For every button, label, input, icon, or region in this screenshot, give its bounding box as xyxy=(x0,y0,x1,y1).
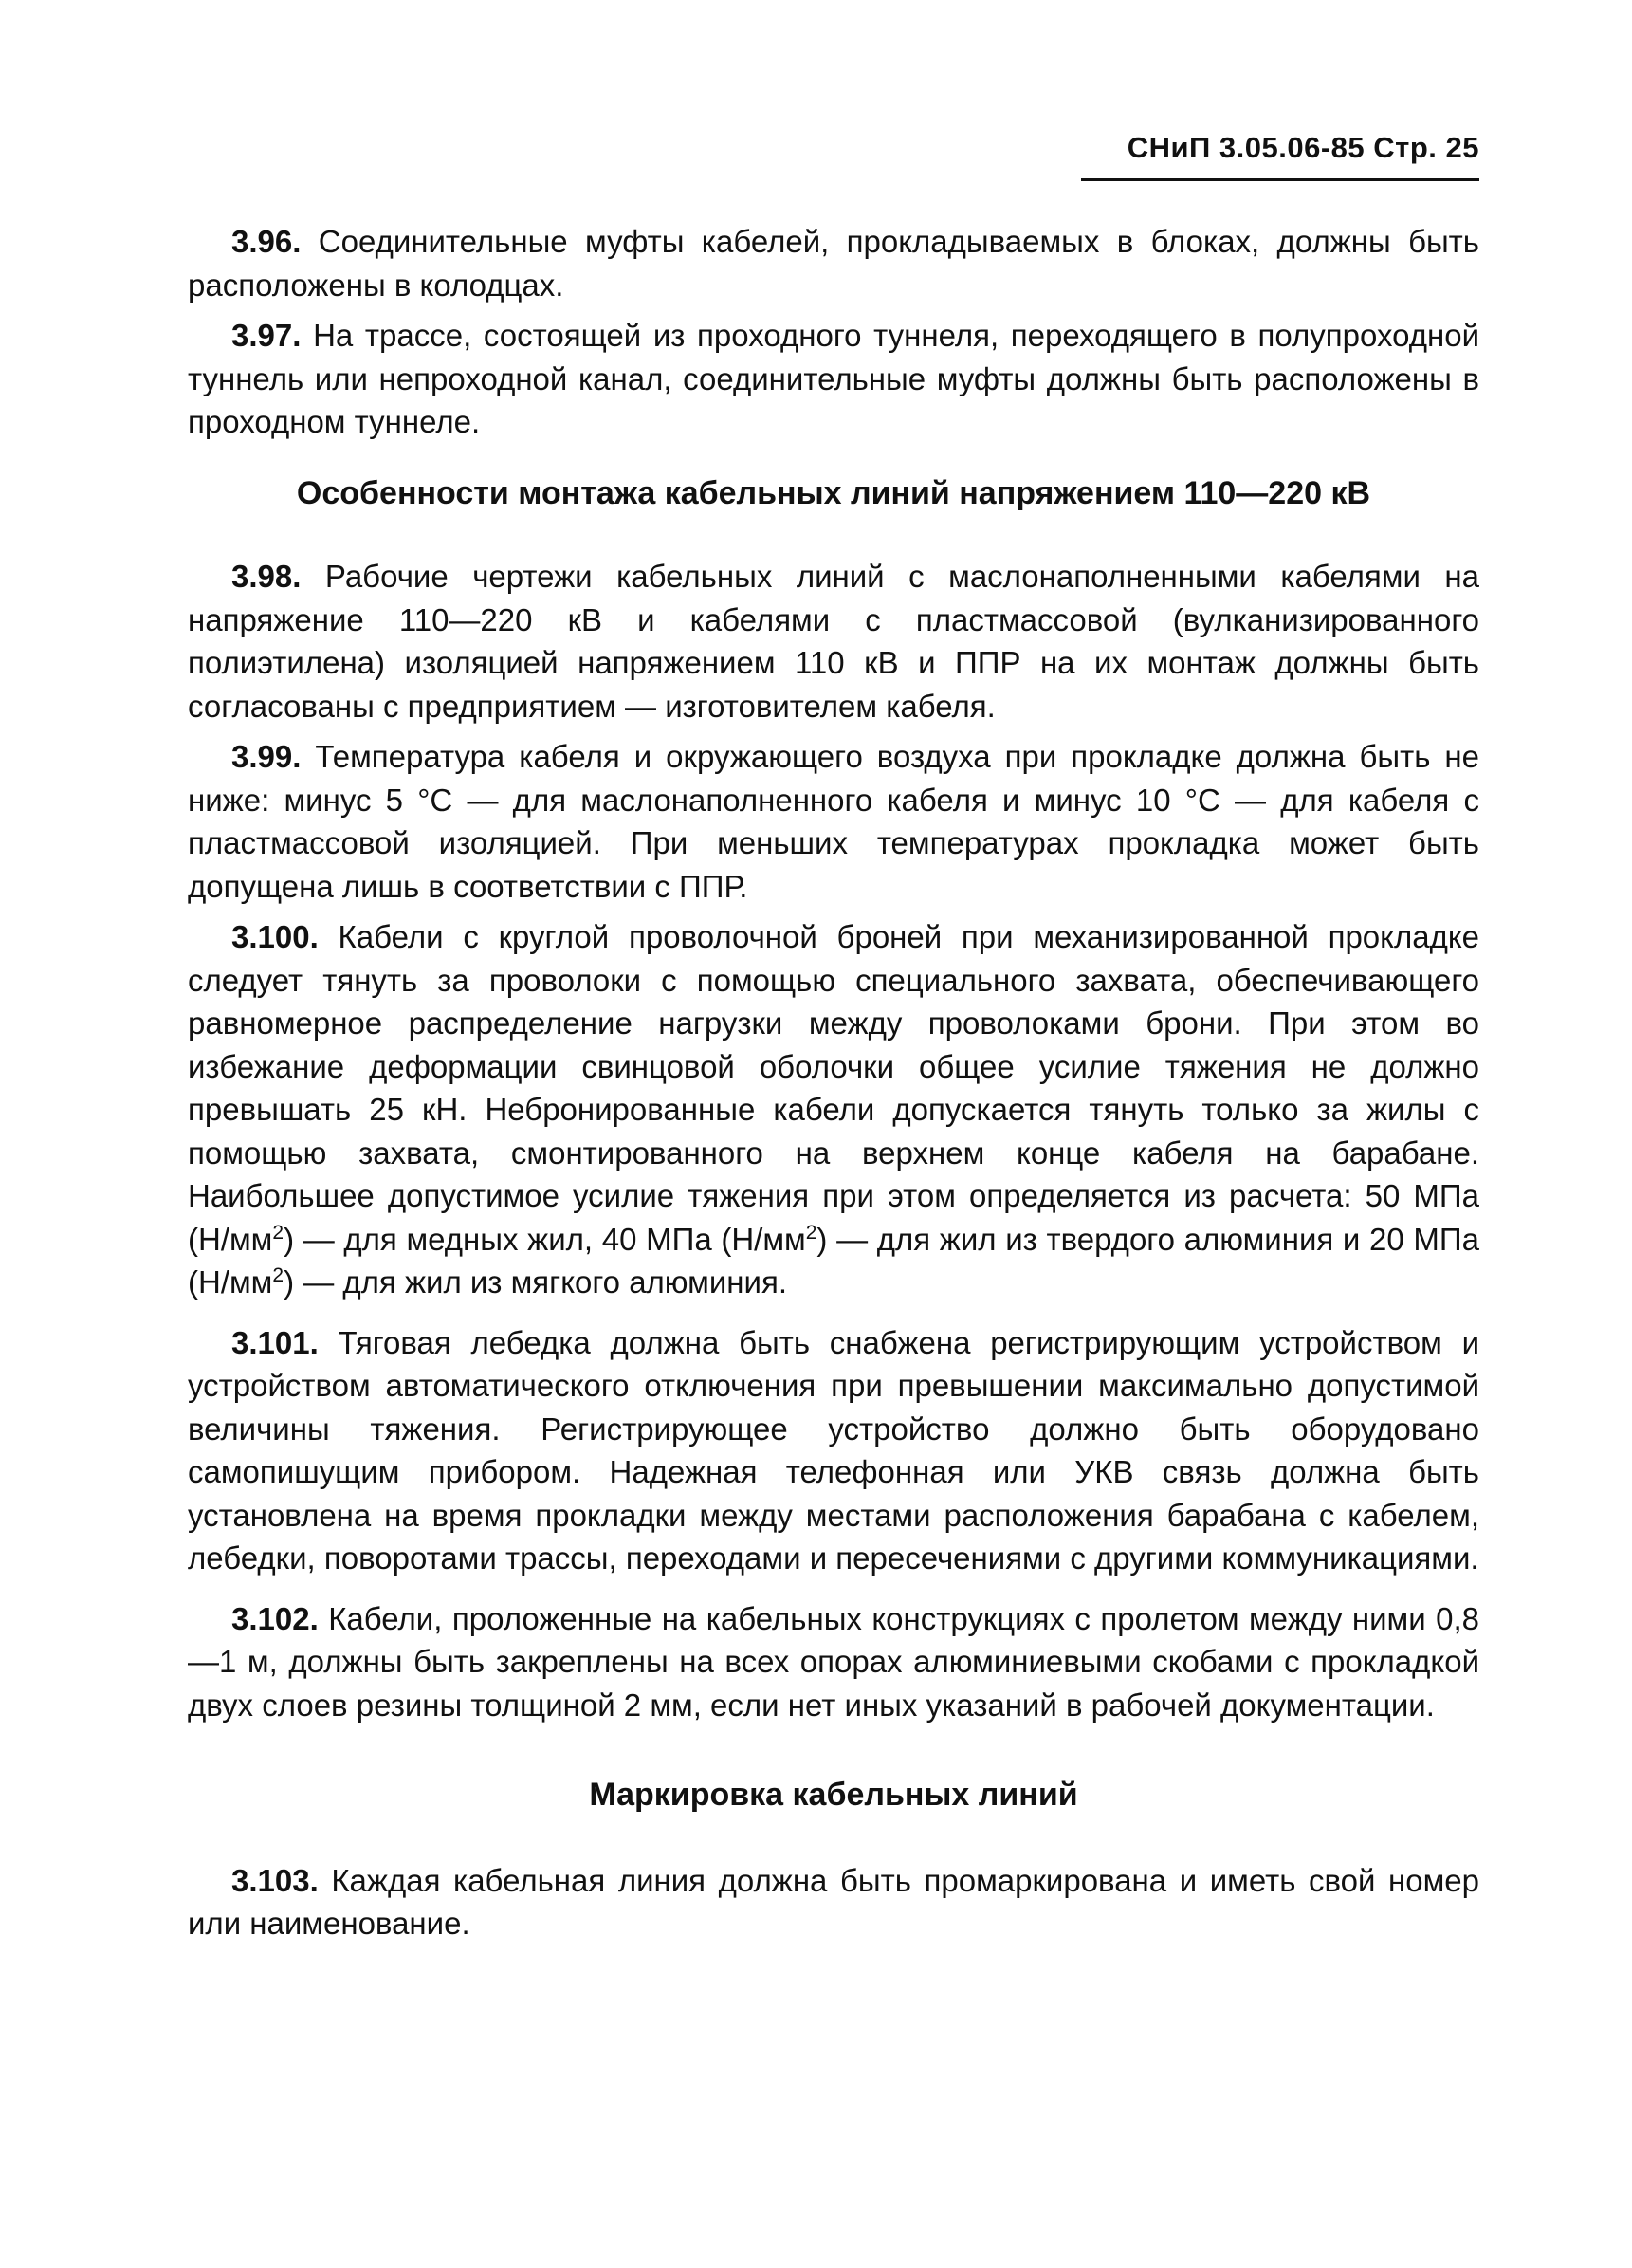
clause-text: Тяговая лебедка должна быть снабжена регистрирующим устройством и устройством автоматического отключения при превышении максимально допустимой величины тяжения. Регистрирующее устройство должно быть оборудовано самопишущим прибором. Надежная телефонная или УКВ связь должна быть установлена на время прокладки между местами расположения барабана с кабелем, лебедки, поворотами трассы, переходами и пересечениями с другими коммуникациями. xyxy=(188,1324,1479,1576)
clause-number: 3.96. xyxy=(231,224,302,259)
clause-text: ) — для жил из мягкого алюминия. xyxy=(284,1264,787,1300)
clause-text: На трассе, состоящей из проходного туннеля, переходящего в полупроходной туннель или непроходной канал, соединительные муфты должны быть расположены в проходном туннеле. xyxy=(188,318,1479,439)
paragraph-3-98 xyxy=(188,555,1479,728)
header-rule xyxy=(1081,178,1479,181)
clause-text: Кабели с круглой проволочной броней при механизированной прокладке следует тянуть за проволоки с помощью специального захвата, обеспечивающего равномерное распределение нагрузки между проволоками брони. При этом во избежание деформации свинцовой оболочки общее усилие тяжения не должно превышать 25 кН. Небронированные кабели допускается тянуть только за жилы с помощью захвата, смонтированного на верхнем конце кабеля на барабане. Наибольшее допустимое усилие тяжения при этом определяется из расчета: 50 МПа (Н/мм xyxy=(188,919,1479,1257)
superscript: 2 xyxy=(805,1221,817,1244)
paragraph-3-101 xyxy=(188,1321,1479,1580)
paragraph-3-100 xyxy=(188,915,1479,1304)
clause-text: Рабочие чертежи кабельных линий с маслонаполненными кабелями на напряжение 110—220 кВ и кабелями с пластмассовой (вулканизированного полиэтилена) изоляцией напряжением 110 кВ и ППР на их монтаж должны быть согласованы с предприятием — изготовителем кабеля. xyxy=(188,559,1479,724)
clause-number: 3.103. xyxy=(231,1862,319,1898)
clause-number: 3.101. xyxy=(231,1324,319,1360)
page-header: СНиП 3.05.06-85 Стр. 25 xyxy=(1127,131,1479,164)
section-title-110-220kv: Особенности монтажа кабельных линий напряжением 110—220 кВ xyxy=(296,474,1371,511)
clause-text: ) — для жил из твердого алюминия и 20 МПа (Н/мм xyxy=(188,1221,1479,1300)
document-body xyxy=(188,220,1479,1953)
paragraph-3-99 xyxy=(188,735,1479,908)
clause-number: 3.99. xyxy=(231,739,302,774)
paragraph-3-102 xyxy=(188,1597,1479,1727)
clause-text: Соединительные муфты кабелей, прокладываемых в блоках, должны быть расположены в колодцах. xyxy=(188,224,1479,303)
clause-number: 3.102. xyxy=(231,1600,319,1636)
paragraph-3-103 xyxy=(188,1859,1479,1945)
superscript: 2 xyxy=(272,1221,284,1244)
section-title-marking: Маркировка кабельных линий xyxy=(589,1777,1078,1813)
clause-text: Каждая кабельная линия должна быть промаркирована и иметь свой номер или наименование. xyxy=(188,1862,1479,1941)
clause-number: 3.97. xyxy=(231,318,302,353)
clause-number: 3.98. xyxy=(231,559,302,594)
superscript: 2 xyxy=(272,1264,284,1286)
paragraph-3-97 xyxy=(188,314,1479,444)
clause-text: Температура кабеля и окружающего воздуха при прокладке должна быть не ниже: минус 5 °С — для маслонаполненного кабеля и минус 10 °С — для кабеля с пластмассовой изоляцией. При меньших температурах прокладка может быть допущена лишь в соответствии с ППР. xyxy=(188,739,1479,904)
clause-text: ) — для медных жил, 40 МПа (Н/мм xyxy=(284,1221,806,1257)
clause-text: Кабели, проложенные на кабельных конструкциях с пролетом между ними 0,8—1 м, должны быть закреплены на всех опорах алюминиевыми скобами с прокладкой двух слоев резины толщиной 2 мм, если нет иных указаний в рабочей документации. xyxy=(188,1600,1479,1723)
clause-number: 3.100. xyxy=(231,919,319,954)
paragraph-3-96 xyxy=(188,220,1479,306)
